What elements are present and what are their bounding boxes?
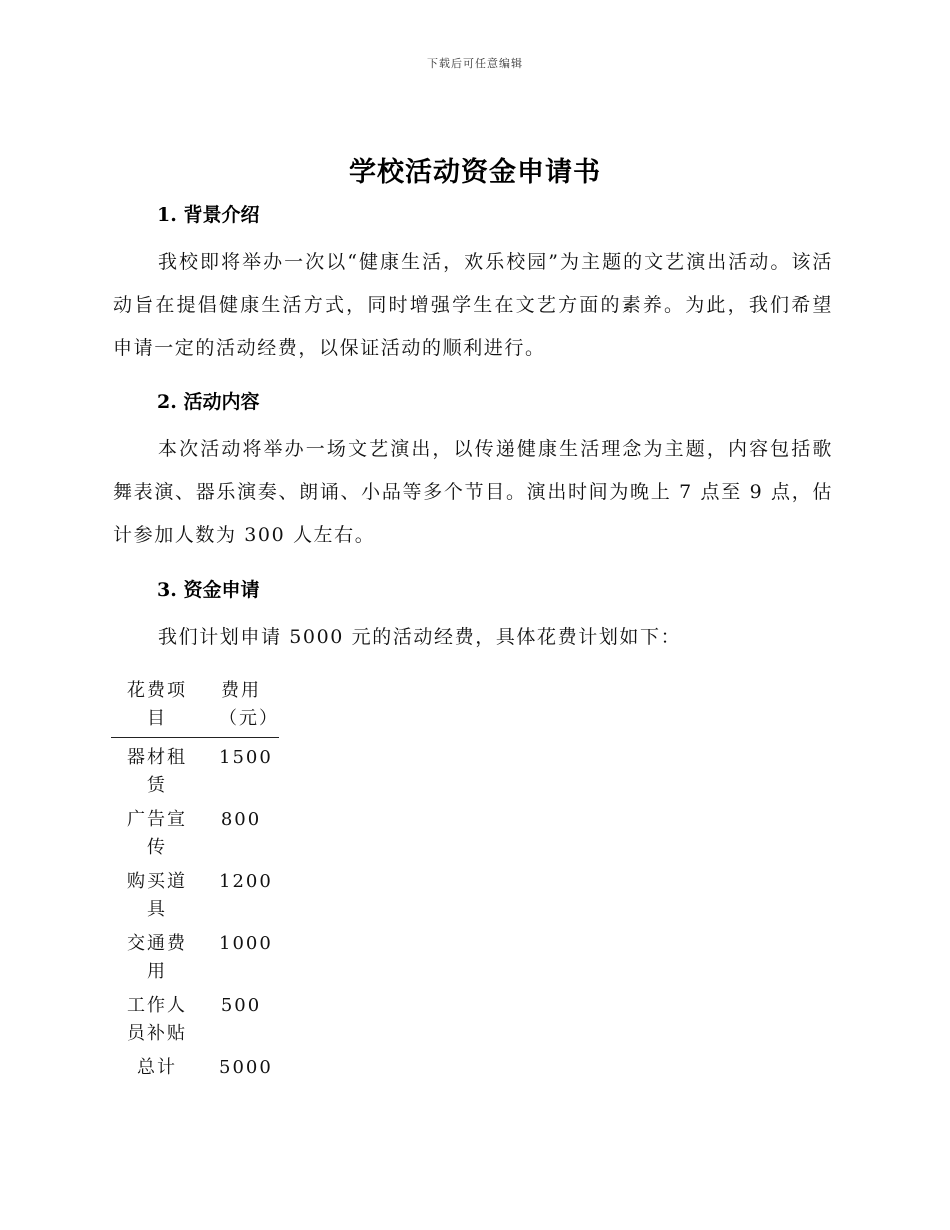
budget-total-label: 总计 [137,1057,177,1078]
section-heading-background: 1. 背景介绍 [157,204,260,226]
budget-cost-cell: 1200 [219,871,273,892]
section-paragraph-content: 本次活动将举办一场文艺演出，以传递健康生活理念为主题，内容包括歌舞表演、器乐演奏、朗诵、小品等多个节目。演出时间为晚上 7 点至 9 点，估计参加人数为 300 人左右。 [113,438,833,546]
table-row [111,986,279,1048]
table-row-total [111,1048,279,1084]
budget-header-cost: 费用（元） [203,677,279,738]
budget-item-cell: 工作人员补贴 [127,995,187,1044]
table-row [111,862,279,924]
budget-table [111,677,279,1084]
section-paragraph-background: 我校即将举办一次以“健康生活，欢乐校园”为主题的文艺演出活动。该活动旨在提倡健康生活方式，同时增强学生在文艺方面的素养。为此，我们希望申请一定的活动经费，以保证活动的顺利进行。 [113,251,833,359]
section-paragraph-funding: 我们计划申请 5000 元的活动经费，具体花费计划如下： [158,626,682,648]
section-heading-funding: 3. 资金申请 [157,579,260,601]
budget-cost-cell: 1500 [219,747,273,768]
budget-cost-cell: 800 [220,809,262,830]
budget-item-cell: 购买道具 [127,871,187,920]
budget-cost-cell: 1000 [219,933,273,954]
budget-item-cell: 器材租赁 [127,747,187,796]
budget-table-header-row [111,677,279,738]
table-row [111,800,279,862]
budget-item-cell: 交通费用 [127,933,187,982]
budget-total-value: 5000 [219,1057,273,1078]
budget-cost-cell: 500 [220,995,262,1016]
table-row [111,738,279,801]
table-row [111,924,279,986]
budget-header-item: 花费项目 [111,677,203,738]
section-heading-content: 2. 活动内容 [157,391,260,413]
page-header-note: 下载后可任意编辑 [427,57,523,70]
document-title: 学校活动资金申请书 [349,157,601,188]
budget-item-cell: 广告宣传 [127,809,187,858]
